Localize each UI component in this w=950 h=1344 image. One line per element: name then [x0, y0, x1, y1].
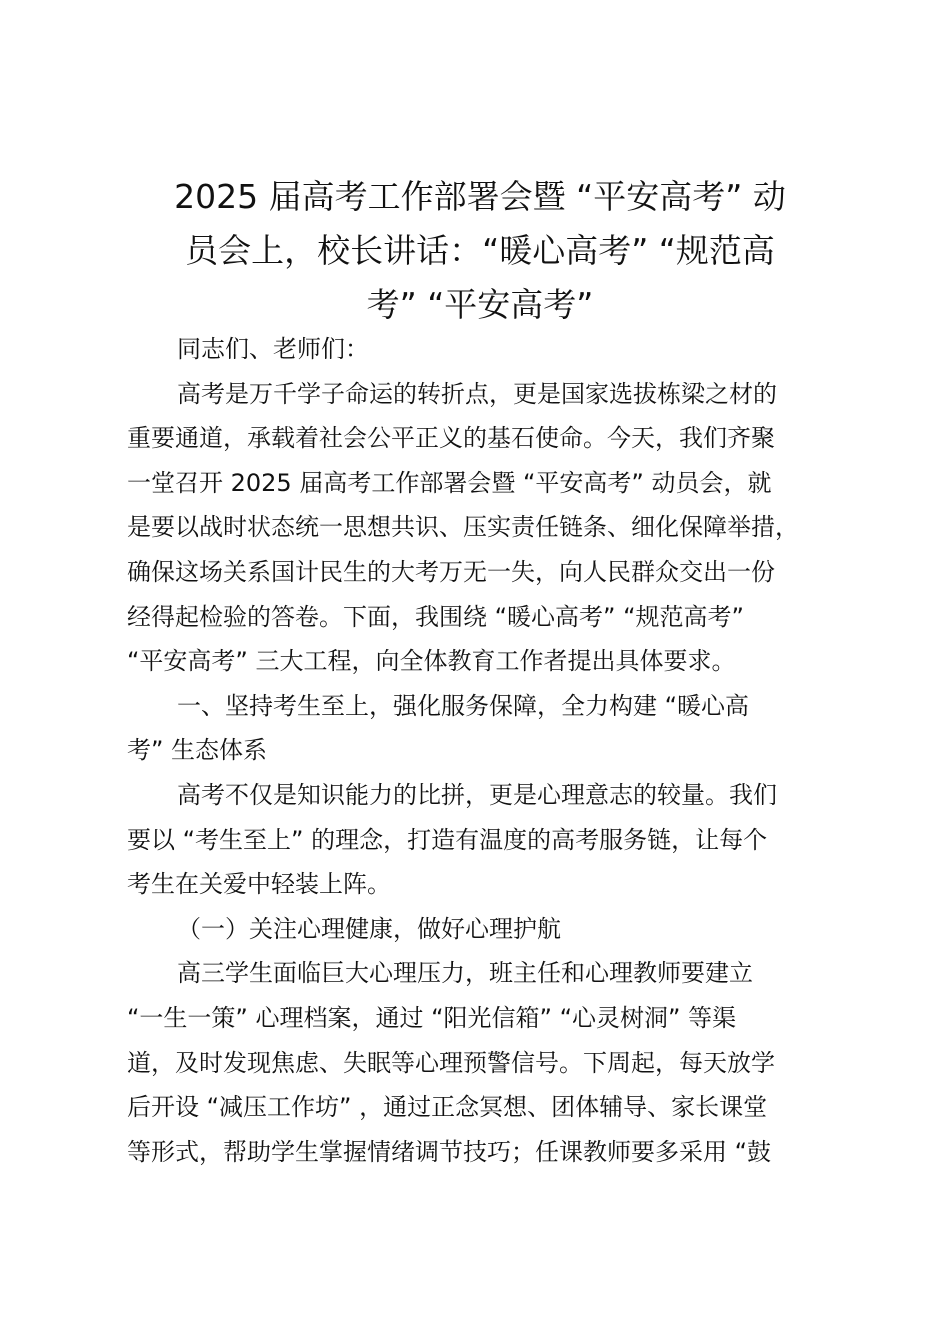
paragraph-line: 等形式，帮助学生掌握情绪调节技巧；任课教师要多采用 “鼓: [127, 1137, 772, 1166]
paragraph-line: 重要通道，承载着社会公平正义的基石使命。今天，我们齐聚: [127, 424, 775, 453]
subsection-heading: （一）关注心理健康，做好心理护航: [177, 914, 561, 943]
paragraph-line: 是要以战时状态统一思想共识、压实责任链条、细化保障举措，: [127, 513, 799, 542]
paragraph-line: 确保这场关系国计民生的大考万无一失，向人民群众交出一份: [127, 557, 775, 586]
section-heading: 考” 生态体系: [127, 736, 268, 765]
document-title: [125, 170, 835, 332]
title-line: 员会上，校长讲话：“暖心高考” “规范高: [185, 231, 775, 270]
paragraph-line: “一生一策” 心理档案，通过 “阳光信箱” “心灵树洞” 等渠: [127, 1003, 737, 1032]
document-body: [127, 327, 847, 1174]
paragraph-line: 道，及时发现焦虑、失眠等心理预警信号。下周起，每天放学: [127, 1048, 775, 1077]
paragraph-line: “平安高考” 三大工程，向全体教育工作者提出具体要求。: [127, 647, 736, 676]
salutation: 同志们、老师们：: [177, 335, 369, 363]
paragraph-line: 经得起检验的答卷。下面，我围绕 “暖心高考” “规范高考”: [127, 602, 744, 631]
paragraph-line: 一堂召开 2025 届高考工作部署会暨 “平安高考” 动员会，就: [127, 468, 772, 497]
paragraph-line: 高考是万千学子命运的转折点，更是国家选拔栋梁之材的: [177, 379, 777, 408]
title-line: 考” “平安高考”: [366, 285, 594, 324]
title-line: 2025 届高考工作部署会暨 “平安高考” 动: [174, 177, 786, 216]
paragraph-line: 要以 “考生至上” 的理念，打造有温度的高考服务链，让每个: [127, 825, 768, 854]
section-heading: 一、坚持考生至上，强化服务保障，全力构建 “暖心高: [177, 691, 750, 720]
paragraph-line: 后开设 “减压工作坊” ，通过正念冥想、团体辅导、家长课堂: [127, 1093, 768, 1122]
paragraph-line: 考生在关爱中轻装上阵。: [127, 870, 391, 899]
paragraph-line: 高考不仅是知识能力的比拼，更是心理意志的较量。我们: [177, 780, 777, 809]
paragraph-line: 高三学生面临巨大心理压力，班主任和心理教师要建立: [177, 959, 753, 988]
